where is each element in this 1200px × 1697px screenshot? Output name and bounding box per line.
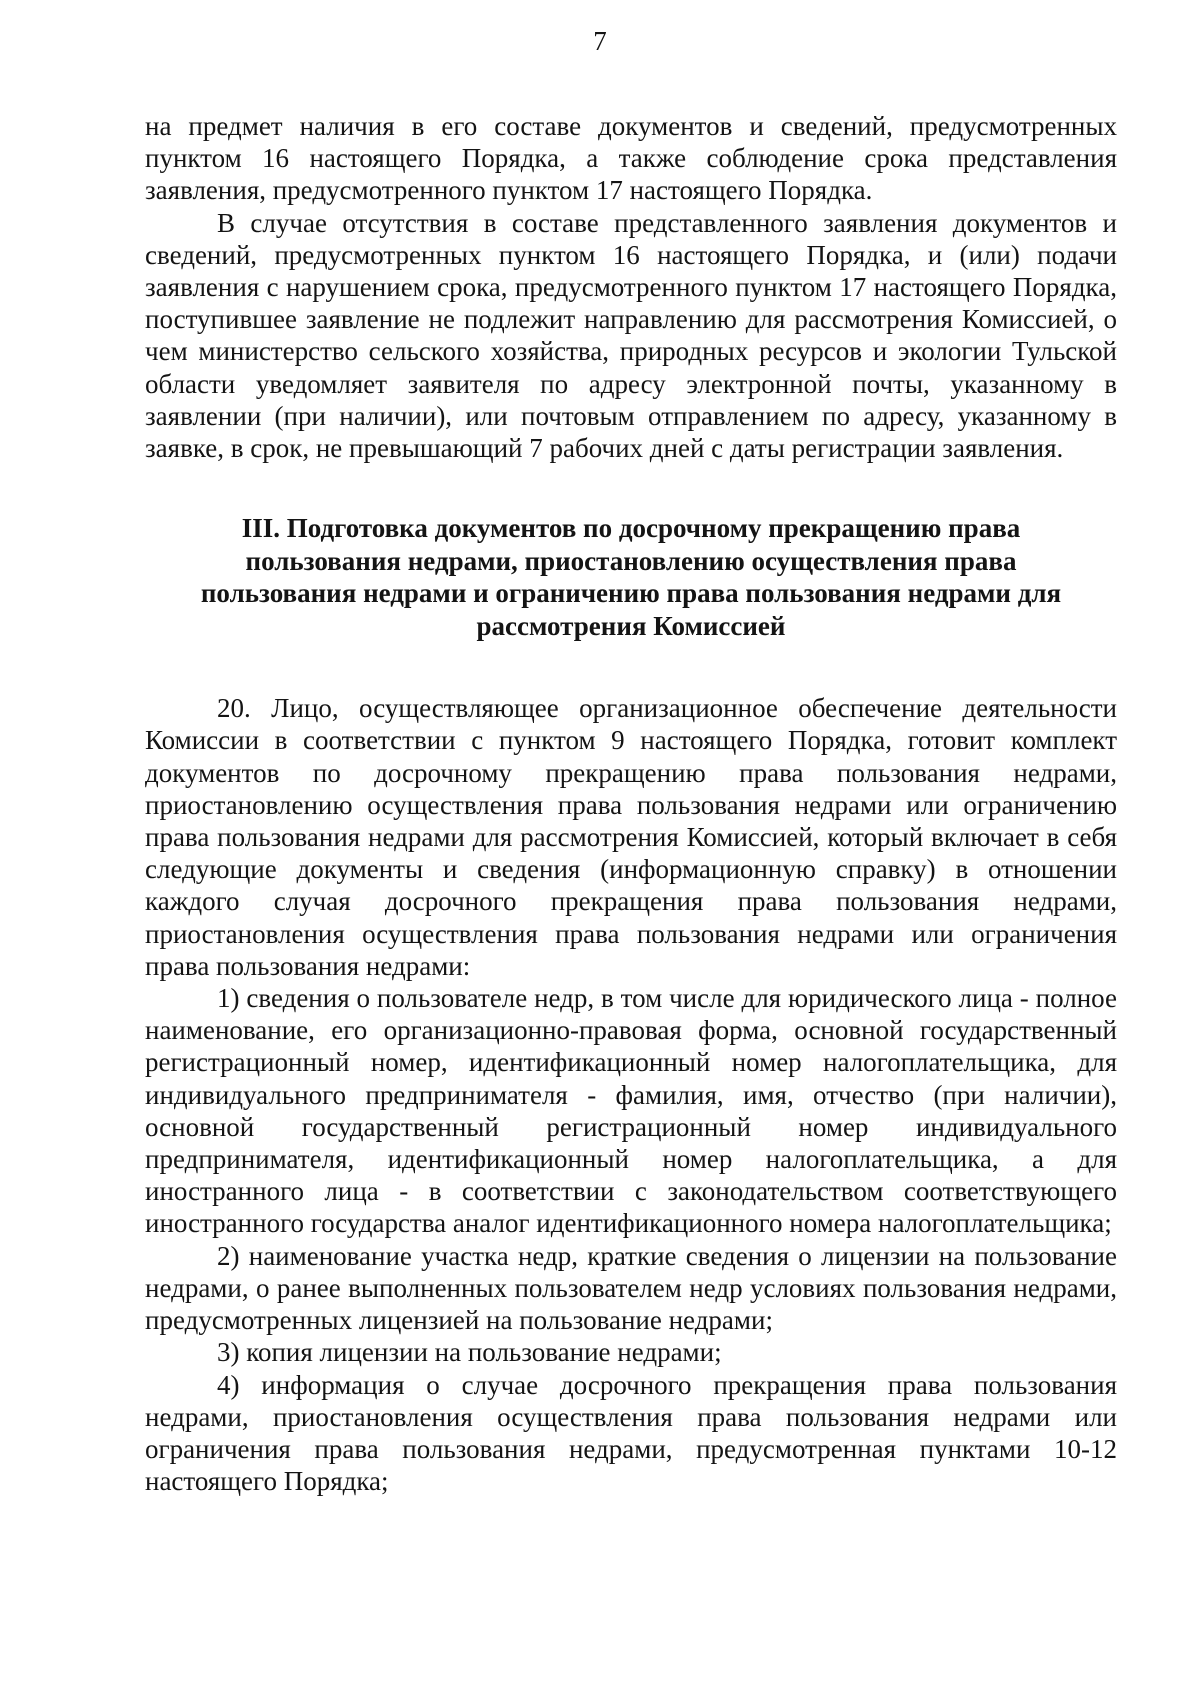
paragraph-absence-notice: В случае отсутствия в составе представленного заявления документов и сведений, предусмотренных пунктом 16 настоящего Порядка, и (или) подачи заявления с нарушением срока, предусмотренного пунктом 17 настоящего Порядка, поступившее заявление не подлежит направлению для рассмотрения Комиссией, о чем министерство сельского хозяйства, природных ресурсов и экологии Тульской области уведомляет заявителя по адресу электронной почты, указанному в заявлении (при наличии), или почтовым отправлением по адресу, указанному в заявке, в срок, не превышающий 7 рабочих дней с даты регистрации заявления. — [145, 207, 1117, 464]
paragraph-intro: на предмет наличия в его составе документов и сведений, предусмотренных пунктом 16 настоящего Порядка, а также соблюдение срока представления заявления, предусмотренного пунктом 17 настоящего Порядка. — [145, 111, 1117, 206]
list-item-3: 3) копия лицензии на пользование недрами; — [217, 1337, 722, 1368]
document-body — [145, 110, 1117, 1497]
paragraph-item-20: 20. Лицо, осуществляющее организационное обеспечение деятельности Комиссии в соответствии с пунктом 9 настоящего Порядка, готовит комплект документов по досрочному прекращению права пользования недрами, приостановлению осуществления права пользования недрами или ограничению права пользования недрами для рассмотрения Комиссией, который включает в себя следующие документы и сведения (информационную справку) в отношении каждого случая досрочного прекращения права пользования недрами, приостановления осуществления права пользования недрами или ограничения права пользования недрами: — [145, 693, 1117, 981]
page-number: 7 — [593, 26, 607, 56]
list-item-1: 1) сведения о пользователе недр, в том числе для юридического лица - полное наименование, его организационно-правовая форма, основной государственный регистрационный номер, идентификационный номер налогоплательщика, для индивидуального предпринимателя - фамилия, имя, отчество (при наличии), основной государственный регистрационный номер индивидуального предпринимателя, идентификационный номер налогоплательщика, а для иностранного лица - в соответствии с законодательством соответствующего иностранного государства аналог идентификационного номера налогоплательщика; — [145, 983, 1117, 1239]
list-item-2: 2) наименование участка недр, краткие сведения о лицензии на пользование недрами, о ранее выполненных пользователем недр условиях пользования недрами, предусмотренных лицензией на пользование недрами; — [145, 1240, 1117, 1336]
section-heading: III. Подготовка документов по досрочному прекращению права пользования недрами, приостановлению осуществления права пользования недрами и ограничению права пользования недрами для рассмотрения Комиссией — [200, 513, 1062, 641]
list-item-4: 4) информация о случае досрочного прекращения права пользования недрами, приостановления осуществления права пользования недрами или ограничения права пользования недрами, предусмотренная пунктами 10-12 настоящего Порядка; — [145, 1369, 1117, 1497]
